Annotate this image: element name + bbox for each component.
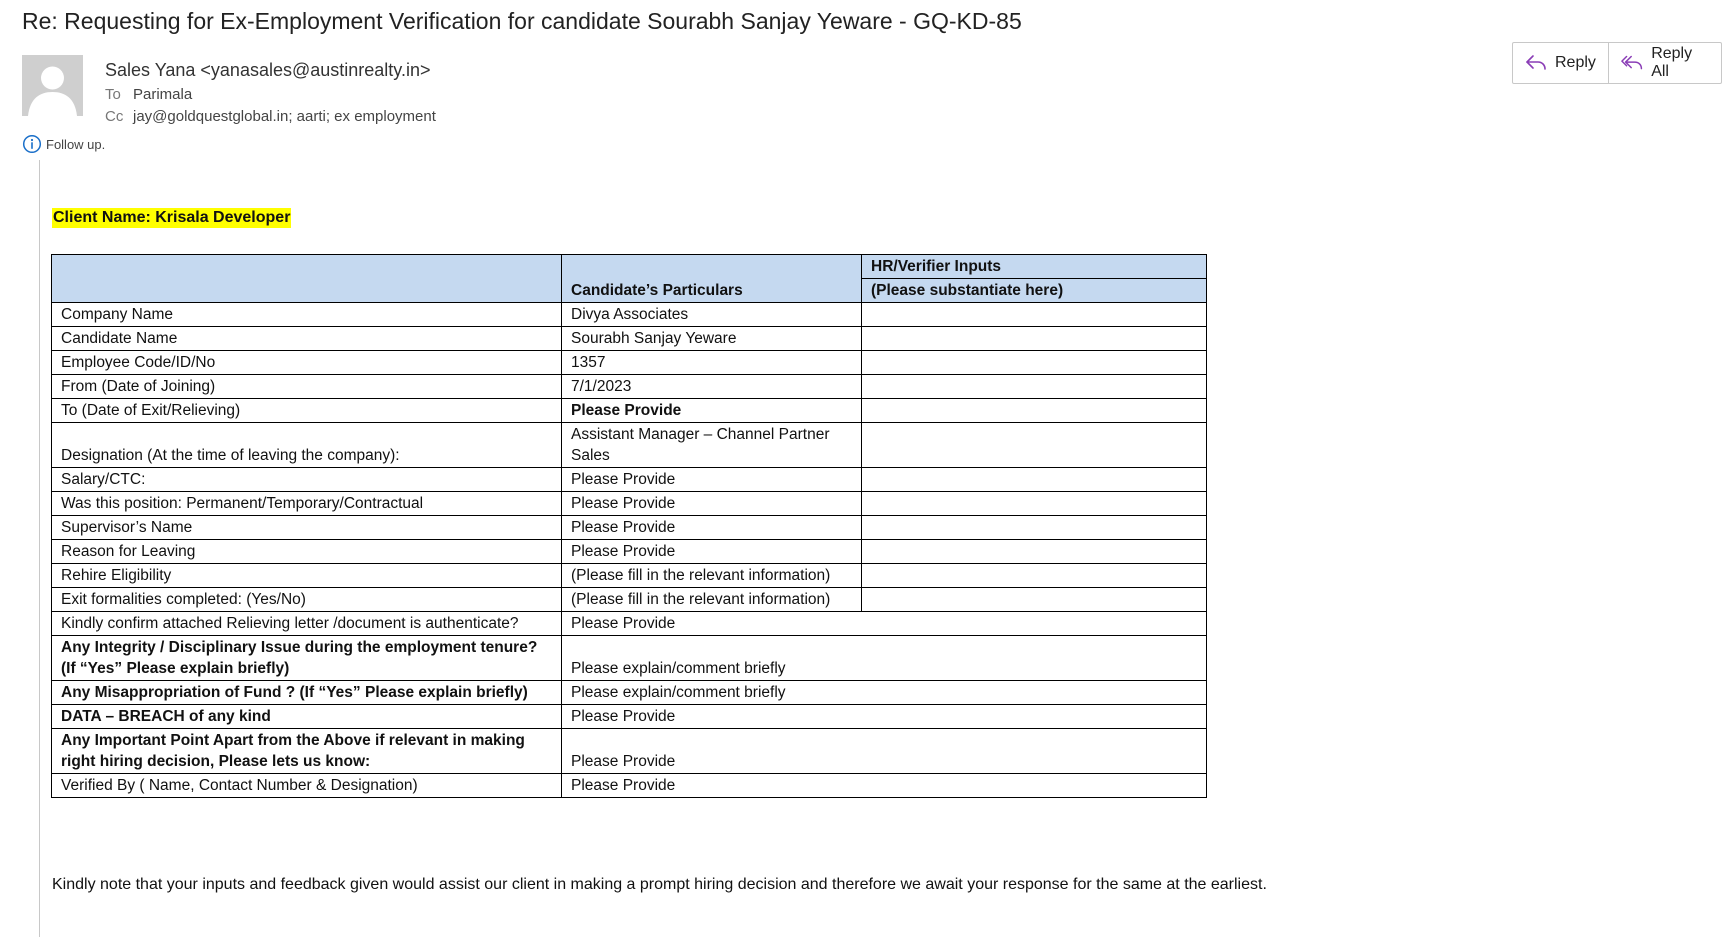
verifier-input-cell[interactable] [862,399,1207,423]
row-label: Company Name [52,303,562,327]
table-row [52,705,1207,729]
table-row [52,540,1207,564]
row-value: Please explain/comment briefly [562,681,1207,705]
table-row [52,612,1207,636]
row-label: Candidate Name [52,327,562,351]
verification-table [51,254,1207,798]
table-row [52,564,1207,588]
row-value: (Please fill in the relevant information) [562,588,862,612]
verifier-input-cell[interactable] [862,516,1207,540]
to-label: To [105,86,121,103]
sender-name[interactable]: Sales Yana <yanasales@austinrealty.in> [105,60,431,80]
table-row [52,774,1207,798]
reply-icon [1525,54,1547,72]
row-label: Exit formalities completed: (Yes/No) [52,588,562,612]
table-row [52,351,1207,375]
reply-all-label: Reply All [1651,45,1693,80]
table-row [52,375,1207,399]
row-label: Verified By ( Name, Contact Number & Designation) [52,774,562,798]
verifier-input-cell[interactable] [862,492,1207,516]
row-label: Rehire Eligibility [52,564,562,588]
row-label: Any Integrity / Disciplinary Issue during the employment tenure? (If “Yes” Please explain briefly) [52,636,562,681]
row-label: Supervisor’s Name [52,516,562,540]
table-row [52,729,1207,774]
closing-note: Kindly note that your inputs and feedback given would assist our client in making a prompt hiring decision and therefore we await your response for the same at the earliest. [52,876,1267,893]
verifier-input-cell[interactable] [862,351,1207,375]
table-row [52,636,1207,681]
verifier-input-cell[interactable] [862,375,1207,399]
row-value: Please Provide [562,516,862,540]
cc-label: Cc [105,108,124,125]
reply-button[interactable] [1513,43,1608,83]
row-value: 1357 [562,351,862,375]
row-label: Any Misappropriation of Fund ? (If “Yes” Please explain briefly) [52,681,562,705]
table-row [52,399,1207,423]
quote-divider [39,160,40,937]
row-value: Please Provide [562,729,1207,774]
email-header-recipients [105,60,436,125]
verifier-input-cell[interactable] [862,564,1207,588]
header-cell-candidate-particulars: Candidate’s Particulars [562,255,862,303]
table-row [52,588,1207,612]
row-value: (Please fill in the relevant information) [562,564,862,588]
row-value: Please Provide [562,774,1207,798]
reply-actions [1512,42,1722,84]
row-value: Please Provide [562,492,862,516]
row-value: Please explain/comment briefly [562,636,1207,681]
row-label: Salary/CTC: [52,468,562,492]
row-label: From (Date of Joining) [52,375,562,399]
row-label: Kindly confirm attached Relieving letter /document is authenticate? [52,612,562,636]
row-value: Assistant Manager – Channel Partner Sales [562,423,862,468]
to-recipient[interactable]: Parimala [133,86,193,103]
row-label: Designation (At the time of leaving the company): [52,423,562,468]
row-value: Please Provide [562,705,1207,729]
row-value: Divya Associates [562,303,862,327]
row-label: Employee Code/ID/No [52,351,562,375]
client-name-heading: Client Name: Krisala Developer [53,209,291,226]
header-cell-hr-inputs: HR/Verifier Inputs [862,255,1207,279]
row-value: Please Provide [562,612,1207,636]
verifier-input-cell[interactable] [862,588,1207,612]
table-row [52,492,1207,516]
reply-all-button[interactable] [1608,43,1721,83]
row-label: Was this position: Permanent/Temporary/Contractual [52,492,562,516]
reply-all-icon [1621,54,1643,72]
verifier-input-cell[interactable] [862,423,1207,468]
header-cell-field [52,255,562,303]
reply-label: Reply [1555,54,1596,71]
table-header-row [52,255,1207,279]
info-icon [22,134,42,154]
verifier-input-cell[interactable] [862,540,1207,564]
table-row [52,681,1207,705]
row-value: Please Provide [562,468,862,492]
verifier-input-cell[interactable] [862,327,1207,351]
email-subject: Re: Requesting for Ex-Employment Verification for candidate Sourabh Sanjay Yeware - GQ-KD-85 [22,8,1022,34]
person-icon [22,55,83,116]
table-row [52,468,1207,492]
table-row [52,327,1207,351]
table-row [52,303,1207,327]
avatar[interactable] [22,55,83,116]
follow-up-notice [22,134,105,154]
verifier-input-cell[interactable] [862,468,1207,492]
to-row [105,86,436,103]
row-label: DATA – BREACH of any kind [52,705,562,729]
row-label: Reason for Leaving [52,540,562,564]
cc-row [105,108,436,125]
table-row [52,516,1207,540]
verifier-input-cell[interactable] [862,303,1207,327]
header-cell-substantiate: (Please substantiate here) [862,279,1207,303]
table-row [52,423,1207,468]
row-value: Please Provide [562,399,862,423]
follow-up-text: Follow up. [46,136,106,152]
row-label: Any Important Point Apart from the Above if relevant in making right hiring decision, Please lets us know: [52,729,562,774]
row-value: 7/1/2023 [562,375,862,399]
cc-recipients[interactable]: jay@goldquestglobal.in; aarti; ex employment [133,108,436,125]
row-value: Please Provide [562,540,862,564]
row-label: To (Date of Exit/Relieving) [52,399,562,423]
row-value: Sourabh Sanjay Yeware [562,327,862,351]
